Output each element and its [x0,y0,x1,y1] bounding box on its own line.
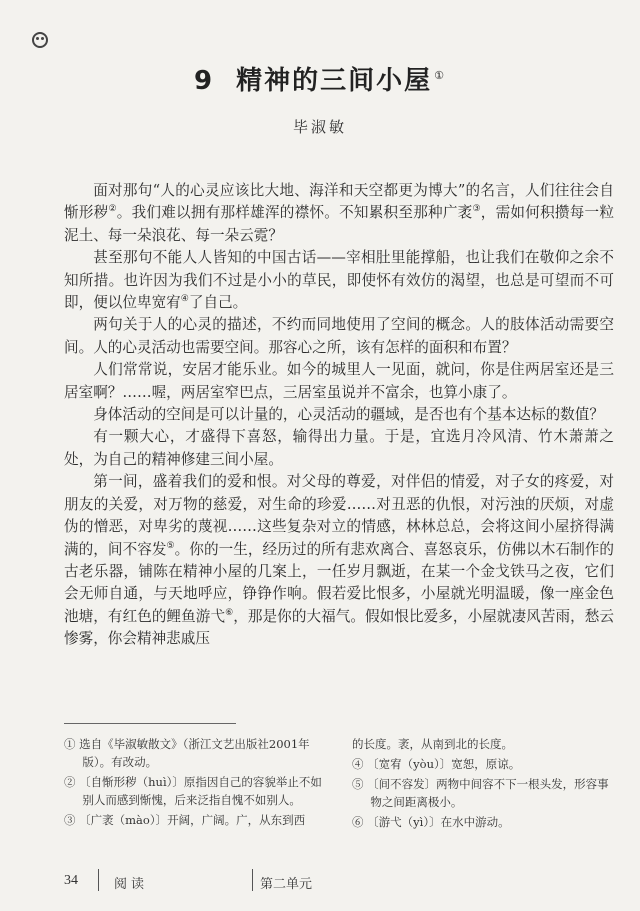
footnote-item: ⑤ 〔间不容发〕两物中间容不下一根头发，形容事物之间距离极小。 [352,777,609,809]
footnote-item: 的长度。袤，从南到北的长度。 [352,737,513,751]
title-footnote-mark: ① [434,69,446,83]
lesson-title-text: 精神的三间小屋 [236,66,433,96]
footnote-item: ② 〔自惭形秽（huì）〕原指因自己的容貌举止不如别人而感到惭愧，后来泛指自愧不如别人。 [64,775,322,807]
footnote-item: ④ 〔宽宥（yòu）〕宽恕，原谅。 [352,757,521,771]
article-body [64,180,614,651]
paragraph-text: 人们常常说，安居才能乐业。如今的城里人一见面，就问，你是住两居室还是三居室啊？……喔，两居室窄巴点，三居室虽说并不富余，也算小康了。 [64,361,614,401]
paragraph [64,247,614,314]
footnote-item: ③ 〔广袤（mào）〕开阔，广阔。广，从东到西 [64,813,306,827]
footnotes-right-column [352,735,612,833]
footer-separator [98,869,99,891]
footnote-mark: ④ [180,294,189,305]
footnote-divider [64,723,236,724]
paragraph-text: 身体活动的空间是可以计量的，心灵活动的疆域，是否也有个基本达标的数值？ [93,406,604,424]
lesson-number: 9 [194,66,215,96]
paragraph [64,404,614,426]
paragraph-text: 甚至那句不能人人皆知的中国古话——宰相肚里能撑船，也让我们在敬仰之余不知所措。也许因为我们不过是小小的草民，即使怀有效仿的渴望，也总是可望而不可即，便以位卑宽宥 [64,249,614,312]
paragraph-text: 。你的一生，经历过的所有悲欢离合、喜怒哀乐，仿佛以木石制作的古老乐器，铺陈在精神小屋的几案上，一任岁月飘逝，在某一个金戈铁马之夜，它们会无师自通，与天地呼应，铮铮作响。假若爱比恨多，小屋就光明温暖，像一座金色池塘，有红色的鲤鱼游弋 [64,540,614,625]
paragraph [64,180,614,247]
smiley-icon [32,32,48,48]
paragraph-text: ，需如何积攒每一粒泥土、每一朵浪花、每一朵云霓？ [64,204,614,244]
paragraph-text: ，那是你的大福气。假如恨比爱多，小屋就凄风苦雨，愁云惨雾，你会精神悲戚压 [64,607,614,648]
footnote-mark: ⑥ [225,607,234,618]
section-label: 阅读 [114,877,149,892]
paragraph-text: 。我们难以拥有那样雄浑的襟怀。不知累积至那种广袤 [116,204,473,222]
footnote-mark: ⑤ [166,540,175,551]
paragraph [64,426,614,471]
footnote-item: ① 选自《毕淑敏散文》（浙江文艺出版社2001年版）。有改动。 [64,737,310,769]
lesson-title [0,60,640,97]
paragraph-text: 有一颗大心，才盛得下喜怒，输得出力量。于是，宜选月冷风清、竹木萧萧之处，为自己的精神修建三间小屋。 [64,428,614,468]
paragraph [64,359,614,404]
footnote-item: ⑥ 〔游弋（yì）〕在水中游动。 [352,815,510,829]
paragraph-text: 两句关于人的心灵的描述，不约而同地使用了空间的概念。人的肢体活动需要空间。人的心灵活动也需要空间。那容心之所，该有怎样的面积和布置？ [64,316,614,356]
footnotes-left-column [64,735,324,831]
footnote-mark: ② [108,204,117,215]
paragraph-text: 第一间，盛着我们的爱和恨。对父母的尊爱，对伴侣的情爱，对子女的疼爱，对朋友的关爱，对万物的慈爱，对生命的珍爱……对丑恶的仇恨，对污浊的厌烦，对虚伪的憎恶，对卑劣的蔑视……这些复杂对立的情感，林林总总，会将这间小屋挤得满满的，间不容发 [64,473,614,558]
paragraph [64,471,614,650]
page-number: 34 [64,873,78,888]
author-name: 毕淑敏 [292,118,347,136]
footer-separator [252,869,253,891]
paragraph [64,314,614,359]
unit-label: 第二单元 [260,877,313,892]
paragraph-text: 面对那句“人的心灵应该比大地、海洋和天空都更为博大”的名言，人们往往会自惭形秽 [64,182,614,222]
paragraph-text: 了自己。 [188,294,248,312]
footnote-mark: ③ [472,204,481,215]
